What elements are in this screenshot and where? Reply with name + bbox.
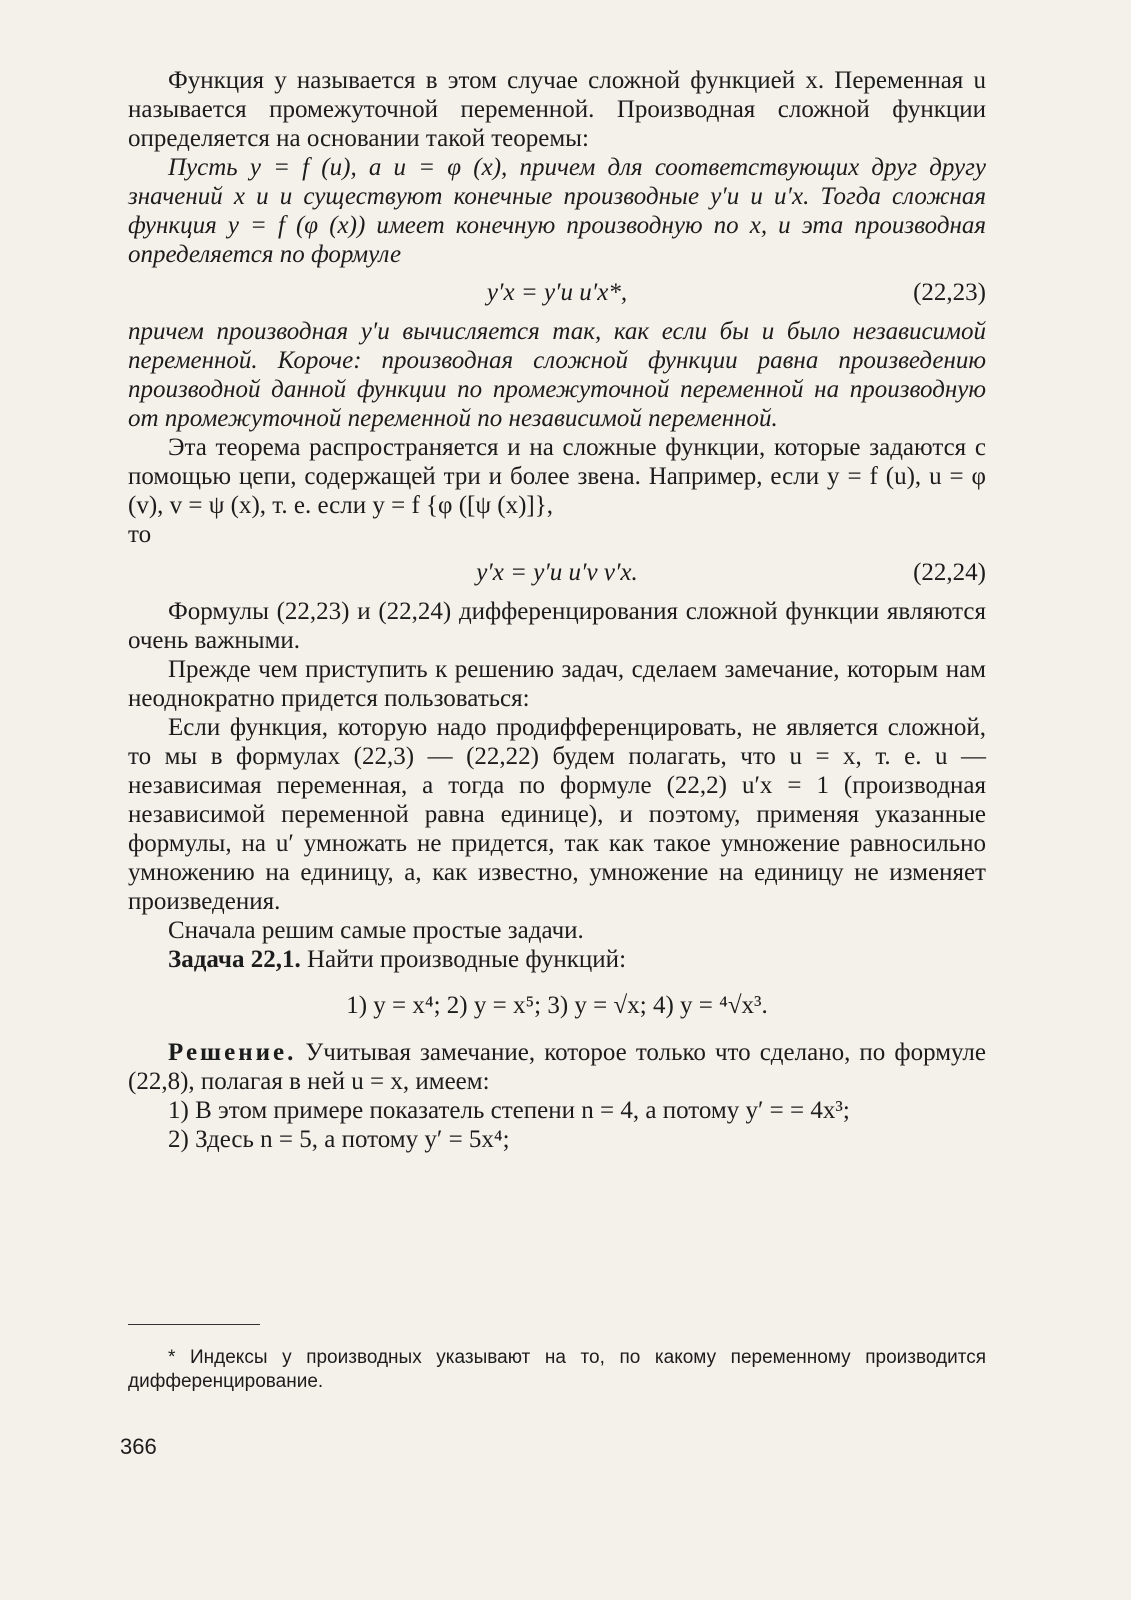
task-label: Задача 22,1. — [168, 946, 301, 973]
page-number: 366 — [120, 1434, 157, 1459]
formula-expression: y′x = y′u u′v v′x. — [476, 559, 638, 586]
footnote — [128, 1346, 986, 1394]
task-heading — [128, 945, 986, 974]
task-functions — [128, 974, 986, 1038]
task-text: Найти производные функций: — [306, 946, 627, 973]
solution-paragraph — [128, 1038, 986, 1096]
theorem-statement: Пусть y = f (u), а u = φ (x), причем для соответствующих друг другу значений x и u существуют конечные производные y′u и u′x. Тогда сложная функция y = f (φ (x)) имеет конечную производную по x, и эта производная определяется по формуле — [128, 154, 986, 268]
solution-label: Решение. — [168, 1039, 297, 1066]
footnote-text: * Индексы у производных указывают на то, по какому переменному производится дифференцирование. — [128, 1347, 986, 1392]
formula-number: (22,23) — [913, 279, 986, 306]
formula-expression: y′x = y′u u′x*, — [486, 279, 628, 306]
paragraph-simple-tasks: Сначала решим самые простые задачи. — [168, 917, 584, 944]
paragraph-intro: Функция y называется в этом случае сложной функцией x. Переменная u называется промежуточной переменной. Производная сложной функции определяется на основании такой теоремы: — [128, 67, 986, 152]
solution-item-1: 1) В этом примере показатель степени n = 4, а потому y′ = = 4x³; — [168, 1097, 850, 1124]
formula-22-23 — [128, 269, 986, 317]
main-text — [128, 66, 986, 1154]
paragraph-to: то — [128, 521, 152, 548]
formula-22-24 — [128, 549, 986, 597]
paragraph-remark-intro: Прежде чем приступить к решению задач, сделаем замечание, которым нам неоднократно придется пользоваться: — [128, 656, 986, 712]
footnote-divider — [128, 1324, 260, 1325]
theorem-continuation: причем производная y′u вычисляется так, как если бы u было независимой переменной. Короче: производная сложной функции равна произведению производной данной функции по промежуточной переменной на производную от промежуточной переменной по независимой переменной. — [128, 318, 986, 432]
solution-item-2: 2) Здесь n = 5, а потому y′ = 5x⁴; — [168, 1126, 510, 1153]
solution-text: Учитывая замечание, которое только что сделано, по формуле (22,8), полагая в ней u = x, имеем: — [128, 1039, 987, 1095]
paragraph-formulas-important: Формулы (22,23) и (22,24) дифференцирования сложной функции являются очень важными. — [128, 598, 986, 654]
formula-number: (22,24) — [913, 559, 986, 586]
paragraph-remark: Если функция, которую надо продифференцировать, не является сложной, то мы в формулах (22,3) — (22,22) будем полагать, что u = x, т. е. u — независимая переменная, а тогда по формуле (22,2) u′x = 1 (производная независимой переменной равна единице), и поэтому, применяя указанные формулы, на u′ умножать не придется, так как такое умножение равносильно умножению на единицу, а, как известно, умножение на единицу не изменяет произведения. — [128, 714, 986, 915]
paragraph-chain-rule: Эта теорема распространяется и на сложные функции, которые задаются с помощью цепи, содержащей три и более звена. Например, если y = f (u), u = φ (v), v = ψ (x), т. е. если y = f {φ ([ψ (x)]}, — [128, 434, 986, 519]
formula-expression: 1) y = x⁴; 2) y = x⁵; 3) y = √x; 4) y = ⁴√x³. — [346, 992, 768, 1019]
